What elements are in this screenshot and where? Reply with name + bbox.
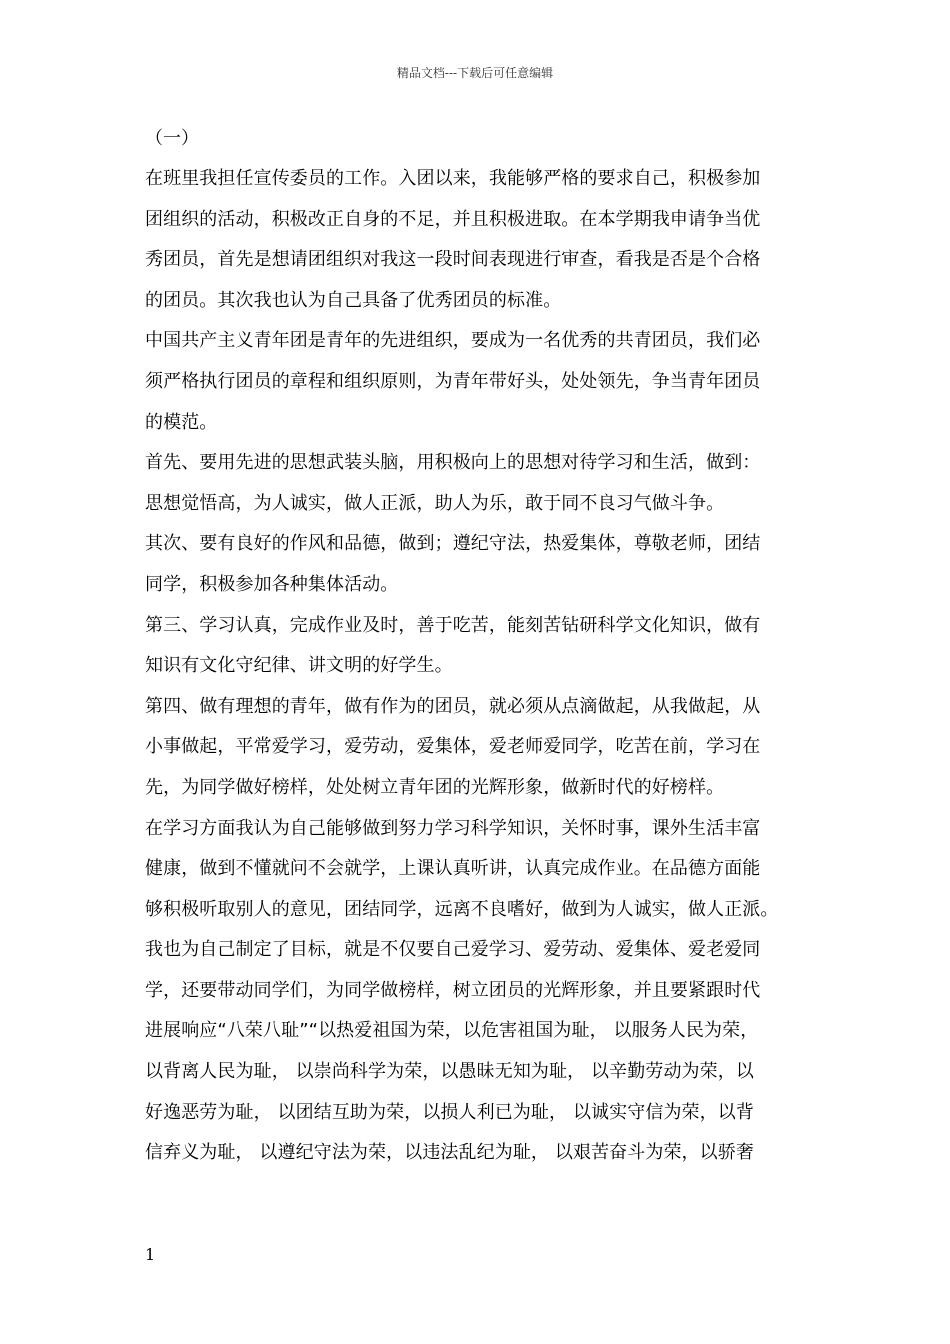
paragraph [145, 443, 825, 524]
paragraph [145, 606, 825, 687]
paragraph-line: 在学习方面我认为自己能够做到努力学习科学知识，关怀时事，课外生活丰富 [145, 817, 761, 839]
paragraph-line: 先，为同学做好榜样，处处树立青年团的光辉形象，做新时代的好榜样。 [145, 776, 725, 798]
page-number: 1 [145, 1245, 156, 1264]
paragraph-line: 秀团员，首先是想请团组织对我这一段时间表现进行审查，看我是否是个合格 [145, 249, 761, 271]
paragraph-line: 好逸恶劳为耻， 以团结互助为荣，以损人利已为耻， 以诚实守信为荣，以背 [145, 1101, 754, 1123]
paragraph-line: 思想觉悟高，为人诚实，做人正派，助人为乐，敢于同不良习气做斗争。 [145, 492, 725, 514]
paragraph-line: 我也为自己制定了目标，就是不仅要自己爱学习、爱劳动、爱集体、爱老爱同 [145, 939, 761, 961]
paragraph-line: 须严格执行团员的章程和组织原则，为青年带好头，处处领先，争当青年团员 [145, 370, 761, 392]
paragraph-line: 的团员。其次我也认为自己具备了优秀团员的标准。 [145, 289, 562, 311]
paragraph-line: 同学，积极参加各种集体活动。 [145, 573, 399, 595]
paragraph-line: 信弃义为耻， 以遵纪守法为荣，以违法乱纪为耻， 以艰苦奋斗为荣，以骄奢 [145, 1142, 754, 1164]
paragraph-line: 进展响应“八荣八耻”“以热爱祖国为荣，以危害祖国为耻， 以服务人民为荣， [145, 1020, 759, 1042]
page-header: 精品文档---下载后可任意编辑 [396, 66, 554, 80]
paragraph-line: 团组织的活动，积极改正自身的不足，并且积极进取。在本学期我申请争当优 [145, 208, 761, 230]
paragraph-line: 的模范。 [145, 411, 218, 433]
paragraph [145, 321, 825, 443]
paragraph [145, 687, 825, 809]
paragraph-line: 首先、要用先进的思想武装头脑，用积极向上的思想对待学习和生活，做到： [145, 452, 761, 474]
paragraph-line: 够积极听取别人的意见，团结同学，远离不良嗜好，做到为人诚实，做人正派。 [145, 898, 779, 920]
paragraph-line: 其次、要有良好的作风和品德，做到；遵纪守法，热爱集体，尊敬老师，团结 [145, 533, 761, 555]
paragraph-list [145, 159, 825, 1174]
paragraph-line: 学，还要带动同学们，为同学做榜样，树立团员的光辉形象，并且要紧跟时代 [145, 979, 761, 1001]
paragraph-line: 健康，做到不懂就问不会就学，上课认真听讲，认真完成作业。在品德方面能 [145, 858, 761, 880]
paragraph [145, 159, 825, 321]
paragraph-line: 以背离人民为耻， 以崇尚科学为荣，以愚昧无知为耻， 以辛勤劳动为荣，以 [145, 1061, 754, 1083]
document-body [145, 119, 825, 1174]
section-title: （一） [145, 128, 199, 149]
paragraph-line: 第四、做有理想的青年，做有作为的团员，就必须从点滴做起，从我做起，从 [145, 695, 761, 717]
paragraph-line: 第三、学习认真，完成作业及时，善于吃苦，能刻苦钻研科学文化知识，做有 [145, 614, 761, 636]
paragraph-line: 知识有文化守纪律、讲文明的好学生。 [145, 655, 453, 677]
paragraph [145, 524, 825, 605]
paragraph [145, 809, 825, 1174]
paragraph-line: 中国共产主义青年团是青年的先进组织，要成为一名优秀的共青团员，我们必 [145, 330, 761, 352]
paragraph-line: 小事做起，平常爱学习，爱劳动，爱集体，爱老师爱同学，吃苦在前，学习在 [145, 736, 761, 758]
paragraph-line: 在班里我担任宣传委员的工作。入团以来，我能够严格的要求自己，积极参加 [145, 168, 761, 189]
